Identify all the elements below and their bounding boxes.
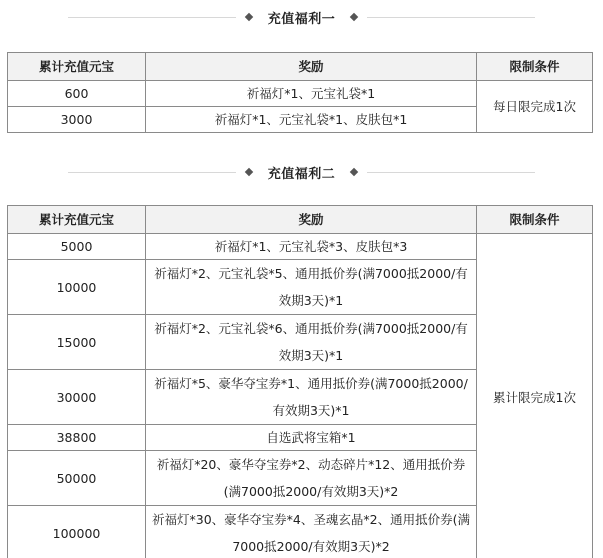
section-heading: 充值福利二 — [267, 166, 336, 182]
reward-cell: 祈福灯*2、元宝礼袋*6、通用抵价券(满7000抵2000/有效期3天)*1 — [146, 315, 477, 370]
title-divider-left — [68, 172, 236, 173]
title-divider-right — [367, 172, 535, 173]
amount-cell: 5000 — [8, 234, 146, 260]
header-amount: 累计充值元宝 — [8, 53, 146, 81]
reward-cell: 祈福灯*2、元宝礼袋*5、通用抵价券(满7000抵2000/有效期3天)*1 — [146, 260, 477, 315]
diamond-icon — [350, 13, 358, 21]
reward-cell: 祈福灯*1、元宝礼袋*1 — [146, 81, 477, 107]
section-heading: 充值福利一 — [267, 11, 336, 27]
amount-cell: 600 — [8, 81, 146, 107]
reward-cell: 祈福灯*1、元宝礼袋*3、皮肤包*3 — [146, 234, 477, 260]
amount-cell: 10000 — [8, 260, 146, 315]
limit-cell: 每日限完成1次 — [477, 81, 593, 133]
diamond-icon — [244, 168, 252, 176]
amount-cell: 3000 — [8, 107, 146, 133]
header-reward: 奖励 — [146, 53, 477, 81]
amount-cell: 50000 — [8, 451, 146, 506]
diamond-icon — [244, 13, 252, 21]
table-header-row — [8, 206, 593, 234]
title-divider-left — [68, 17, 236, 18]
table-row — [8, 234, 593, 260]
amount-cell: 38800 — [8, 425, 146, 451]
header-reward: 奖励 — [146, 206, 477, 234]
reward-cell: 祈福灯*1、元宝礼袋*1、皮肤包*1 — [146, 107, 477, 133]
reward-cell: 祈福灯*20、豪华夺宝券*2、动态碎片*12、通用抵价券(满7000抵2000/有效期3天)*2 — [146, 451, 477, 506]
section-title-2 — [0, 160, 603, 184]
reward-cell: 祈福灯*5、豪华夺宝券*1、通用抵价券(满7000抵2000/有效期3天)*1 — [146, 370, 477, 425]
amount-cell: 100000 — [8, 506, 146, 558]
recharge-table-2 — [7, 205, 593, 558]
section-title-1 — [0, 5, 603, 29]
reward-cell: 祈福灯*30、豪华夺宝券*4、圣魂玄晶*2、通用抵价券(满7000抵2000/有效期3天)*2 — [146, 506, 477, 558]
amount-cell: 30000 — [8, 370, 146, 425]
header-limit: 限制条件 — [477, 53, 593, 81]
limit-cell: 累计限完成1次 — [477, 234, 593, 558]
recharge-table-1 — [7, 52, 593, 133]
diamond-icon — [350, 168, 358, 176]
table-row — [8, 81, 593, 107]
table-header-row — [8, 53, 593, 81]
header-limit: 限制条件 — [477, 206, 593, 234]
reward-cell: 自选武将宝箱*1 — [146, 425, 477, 451]
title-divider-right — [367, 17, 535, 18]
header-amount: 累计充值元宝 — [8, 206, 146, 234]
amount-cell: 15000 — [8, 315, 146, 370]
